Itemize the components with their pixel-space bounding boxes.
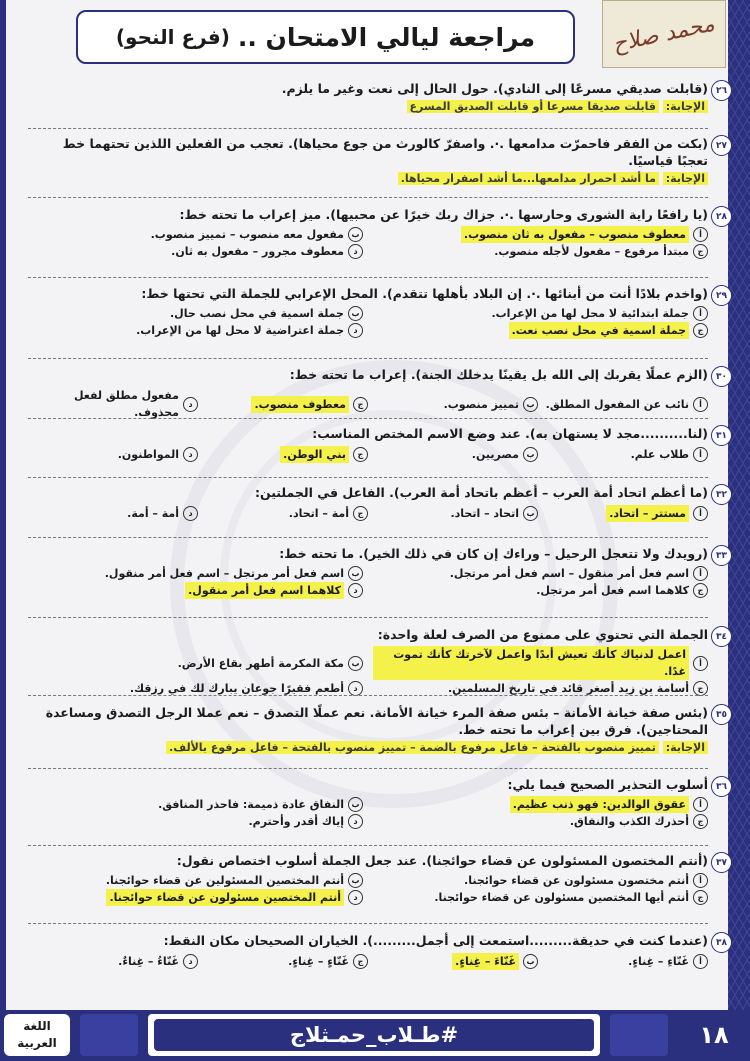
question-text: (قابلت صديقي مسرعًا إلى النادي). حول الحال إلى نعت وغير ما يلزم. [281, 81, 708, 96]
option-ج [373, 243, 708, 260]
option-text: النفاق عادة ذميمة: فاحذر المنافق. [158, 798, 344, 811]
option-أ [373, 796, 708, 813]
option-text: إياك أقدر وأحترم. [248, 815, 344, 828]
option-text-highlighted: اعمل لدنياك كأنك تعيش أبدًا واعمل لآخرتك كأنك تموت غدًا. [373, 646, 689, 680]
option-text: جملة اعتراضية لا محل لها من الإعراب. [136, 324, 344, 337]
option-text-highlighted: بني الوطن. [280, 446, 349, 463]
option-letter: ب [523, 954, 538, 969]
option-letter: ج [693, 681, 708, 696]
option-أ [373, 226, 708, 243]
option-أ [538, 953, 708, 970]
question-number: ٣٧ [711, 852, 732, 873]
option-ج [373, 582, 708, 599]
question-text: (عندما كنت في حديقة.........استمعت إلى أجمل.........). الخياران الصحيحان مكان النقط: [163, 933, 708, 948]
option-letter: د [348, 583, 363, 598]
question-31 [28, 425, 727, 463]
option-ج [198, 953, 368, 970]
option-text-highlighted: مستتر – اتحاد. [606, 505, 689, 522]
option-letter: ج [693, 814, 708, 829]
option-text: جملة ابتدائية لا محل لها من الإعراب. [491, 307, 689, 320]
option-د [28, 813, 363, 830]
question-text: (ما أعظم اتحاد أمة العرب – أعظم باتحاد أمة العرب). الفاعل في الجملتين: [254, 485, 708, 500]
page-title [76, 10, 575, 64]
option-letter: د [183, 447, 198, 462]
question-number: ٢٨ [711, 206, 732, 227]
question-number: ٣٢ [711, 484, 732, 505]
options-grid [28, 565, 708, 599]
question-text: (يا رافعًا راية الشورى وحارسها .·. جزاك ربك خيرًا عن محبيها). ميز إعراب ما تحته خط: [179, 207, 708, 222]
option-text-highlighted: جملة اسمية في محل نصب نعت. [509, 322, 689, 339]
options-grid [28, 226, 708, 260]
option-text: اسم فعل أمر مرتجل – اسم فعل أمر منقول. [104, 567, 344, 580]
option-letter: ج [693, 890, 708, 905]
option-letter: ب [348, 566, 363, 581]
question-text: (لنا..........مجد لا يستهان به). عند وضع الاسم المختص المناسب: [312, 426, 708, 441]
option-letter: أ [693, 954, 708, 969]
option-ج [373, 889, 708, 906]
option-text-highlighted: معطوف منصوب – مفعول به ثان منصوب. [461, 226, 689, 243]
question-separator [28, 418, 708, 419]
question-separator [28, 128, 708, 129]
option-ب [28, 226, 363, 243]
option-د [28, 582, 363, 599]
question-separator [28, 695, 708, 696]
option-letter: ج [693, 583, 708, 598]
question-text: أسلوب التحذير الصحيح فيما يلي: [507, 777, 708, 792]
footer-bar-right [610, 1014, 668, 1056]
option-ج [373, 322, 708, 339]
option-أ [538, 446, 708, 463]
question-separator [28, 277, 708, 278]
option-د [28, 446, 198, 463]
option-د [28, 953, 198, 970]
option-text: مصريين. [471, 448, 519, 461]
option-text: أطعم فقيرًا جوعان يبارك لك في رزقك. [129, 682, 344, 695]
option-text-highlighted: أنتم المختصين مسئولون عن قضاء حوائجنا. [106, 889, 344, 906]
option-ب [28, 872, 363, 889]
question-number: ٣٣ [711, 545, 732, 566]
option-letter: ب [523, 447, 538, 462]
option-letter: أ [693, 306, 708, 321]
option-text: أنتم المختصين المسئولين عن قضاء حوائجنا. [105, 874, 344, 887]
option-letter: ب [523, 397, 538, 412]
option-letter: ب [348, 227, 363, 242]
question-separator [28, 477, 708, 478]
option-text: المواطنون. [117, 448, 179, 461]
subject-line1: اللغة [23, 1019, 51, 1033]
question-separator [28, 197, 708, 198]
option-letter: د [183, 506, 198, 521]
question-text: (رويدك ولا تتعجل الرحيل – وراءك إن كان في ذلك الخير). ما تحته خط: [279, 546, 708, 561]
question-33 [28, 545, 727, 599]
question-number: ٣٨ [711, 932, 732, 953]
option-letter: ج [353, 447, 368, 462]
option-text: أسامة بن زيد أصغر قائد في تاريخ المسلمين. [447, 682, 689, 695]
option-letter: د [348, 814, 363, 829]
question-separator [28, 923, 708, 924]
question-text: الجملة التي تحتوي على ممنوع من الصرف لعلة واحدة: [377, 627, 708, 642]
option-ب [368, 387, 538, 421]
question-36 [28, 776, 727, 830]
option-text-highlighted: كلاهما اسم فعل أمر منقول. [185, 582, 344, 599]
option-text: غَنّاءُ – غِناءٌ. [118, 955, 179, 968]
option-أ [373, 305, 708, 322]
option-letter: أ [693, 397, 708, 412]
option-letter: د [348, 323, 363, 338]
question-37 [28, 852, 727, 906]
options-grid [28, 505, 708, 522]
options-grid [28, 446, 708, 463]
question-text: (الزم عملًا يقربك إلى الله بل يقينًا يدخلك الجنة). إعراب ما تحته خط: [289, 367, 708, 382]
option-text: كلاهما اسم فعل أمر مرتجل. [536, 584, 689, 597]
option-text: معطوف مجرور – مفعول به ثان. [171, 245, 344, 258]
option-text: غَنّاءِ – غِناءٍ. [628, 955, 689, 968]
option-letter: د [348, 890, 363, 905]
question-27 [28, 135, 727, 185]
question-number: ٢٧ [711, 135, 732, 156]
question-text: (واخدم بلادًا أنت من أبنائها .·. إن البلاد بأهلها تتقدم). المحل الإعرابي للجملة التي تحتها خط: [141, 286, 708, 301]
option-letter: أ [693, 873, 708, 888]
option-ج [198, 446, 368, 463]
question-text: (أنتم المختصون المسئولون عن قضاء حوائجنا). عند جعل الجملة أسلوب اختصاص نقول: [176, 853, 708, 868]
subject-badge [4, 1014, 70, 1056]
option-text: غَنّاءٍ – غِناءٍ. [288, 955, 349, 968]
question-number: ٣٤ [711, 626, 732, 647]
option-letter: ب [348, 873, 363, 888]
page-number: ١٨ [699, 1021, 729, 1049]
option-text: أمة – أمة. [127, 507, 179, 520]
option-text: أمة – اتحاد. [288, 507, 349, 520]
option-letter: أ [693, 447, 708, 462]
option-text-highlighted: عقوق الوالدين: فهو ذنب عظيم. [510, 796, 689, 813]
option-text: أحذرك الكذب والنفاق. [569, 815, 689, 828]
question-number: ٢٦ [711, 80, 732, 101]
question-38 [28, 932, 727, 970]
options-grid [28, 646, 708, 697]
header [6, 0, 728, 72]
question-28 [28, 206, 727, 260]
question-separator [28, 845, 708, 846]
option-text: مفعول مطلق لفعل محذوف. [73, 389, 179, 419]
option-text: اتحاد – اتحاد. [450, 507, 519, 520]
option-text: طلاب علم. [630, 448, 689, 461]
option-letter: د [348, 244, 363, 259]
option-ب [368, 953, 538, 970]
option-أ [373, 646, 708, 680]
answer-label: الإجابة: [663, 741, 708, 754]
option-letter: أ [693, 797, 708, 812]
answer-line [28, 172, 708, 185]
question-text: (بكت من الفقر فاحمرّت مدامعها .·. واصفرّ كالورث من جوع محياها). تعجب من الفعلين اللذين تحتهما خط تعجبًا قياسيًا. [62, 136, 708, 168]
option-text: نائب عن المفعول المطلق. [545, 397, 689, 411]
answer-line [28, 100, 708, 113]
question-separator [28, 537, 708, 538]
options-grid [28, 953, 708, 970]
options-grid [28, 387, 708, 421]
option-text: أنتم مختصون مسئولون عن قضاء حوائجنا. [464, 874, 689, 887]
option-text: أنتم أيها المختصين مسئولون عن قضاء حوائجنا. [434, 891, 689, 904]
option-letter: أ [693, 566, 708, 581]
question-32 [28, 484, 727, 522]
option-letter: ب [348, 656, 363, 671]
title-main: مراجعة ليالي الامتحان .. [237, 22, 536, 52]
options-grid [28, 796, 708, 830]
option-letter: ب [523, 506, 538, 521]
question-separator [28, 358, 708, 359]
question-30 [28, 366, 727, 421]
answer-label: الإجابة: [663, 172, 708, 185]
option-أ [373, 872, 708, 889]
answer-text: ما أشد احمرار مدامعها...ما أشد اصفرار محياها. [398, 172, 659, 185]
question-number: ٣١ [711, 425, 732, 446]
option-ج [373, 813, 708, 830]
option-ج [198, 387, 368, 421]
option-text-highlighted: غَنّاءَ – غِناءٍ. [452, 953, 519, 970]
option-letter: ب [348, 797, 363, 812]
option-text: مفعول معه منصوب – تمييز منصوب. [150, 228, 344, 241]
title-sub: (فرع النحو) [115, 25, 230, 49]
question-separator [28, 617, 708, 618]
question-29 [28, 285, 727, 339]
option-د [28, 889, 363, 906]
option-text-highlighted: معطوف منصوب. [251, 396, 349, 413]
question-number: ٢٩ [711, 285, 732, 306]
option-letter: ج [353, 397, 368, 412]
option-letter: ج [693, 244, 708, 259]
option-letter: د [348, 681, 363, 696]
option-text: مبتدأ مرفوع – مفعول لأجله منصوب. [494, 245, 689, 258]
option-ج [198, 505, 368, 522]
answer-label: الإجابة: [663, 100, 708, 113]
answer-line [28, 741, 708, 754]
question-35 [28, 704, 727, 754]
option-text: مكة المكرمة أطهر بقاع الأرض. [177, 656, 344, 670]
option-letter: ج [353, 954, 368, 969]
option-ب [28, 565, 363, 582]
author-logo [602, 0, 726, 68]
answer-text: قابلت صديقا مسرعا أو قابلت الصديق المسرع [407, 100, 659, 113]
options-grid [28, 872, 708, 906]
question-number: ٣٥ [711, 704, 732, 725]
option-د [28, 387, 198, 421]
logo-signature: محمد صلاح [610, 11, 718, 57]
option-ب [28, 305, 363, 322]
footer-bar-left [80, 1014, 138, 1056]
question-number: ٣٠ [711, 366, 732, 387]
option-letter: د [183, 397, 198, 412]
subject-line2: العربية [17, 1036, 57, 1050]
option-letter: ج [693, 323, 708, 338]
option-أ [538, 505, 708, 522]
option-letter: ج [353, 506, 368, 521]
option-letter: أ [693, 227, 708, 242]
option-text: جملة اسمية في محل نصب حال. [169, 307, 344, 320]
option-أ [373, 565, 708, 582]
option-letter: د [183, 954, 198, 969]
option-د [28, 322, 363, 339]
options-grid [28, 305, 708, 339]
option-letter: أ [693, 506, 708, 521]
option-ب [28, 646, 363, 680]
left-border [0, 0, 6, 1010]
option-د [28, 505, 198, 522]
option-د [28, 243, 363, 260]
question-34 [28, 626, 727, 697]
option-letter: أ [693, 656, 708, 671]
question-text: (بئس صفة خيانة الأمانة – بئس صفة المرء خيانة الأمانة. نعم عملًا التصدق – نعم عملا الرجل التصدق ومساعدة المحتاجين). فرق بين إعراب ما تحته خط. [45, 705, 708, 737]
answer-text: تمييز منصوب بالفتحة – فاعل مرفوع بالضمة – تمييز منصوب بالفتحة – فاعل مرفوع بالألف. [166, 741, 659, 754]
option-ب [28, 796, 363, 813]
option-ب [368, 446, 538, 463]
hashtag-handle: #طـلاب_حمـثلاج [154, 1019, 594, 1051]
question-26 [28, 80, 727, 113]
question-number: ٣٦ [711, 776, 732, 797]
option-text: اسم فعل أمر منقول – اسم فعل أمر مرتجل. [449, 567, 689, 580]
handle-box [148, 1014, 600, 1056]
option-أ [538, 387, 708, 421]
option-letter: ب [348, 306, 363, 321]
option-ب [368, 505, 538, 522]
question-separator [28, 768, 708, 769]
option-text: تمييز منصوب. [443, 397, 519, 411]
